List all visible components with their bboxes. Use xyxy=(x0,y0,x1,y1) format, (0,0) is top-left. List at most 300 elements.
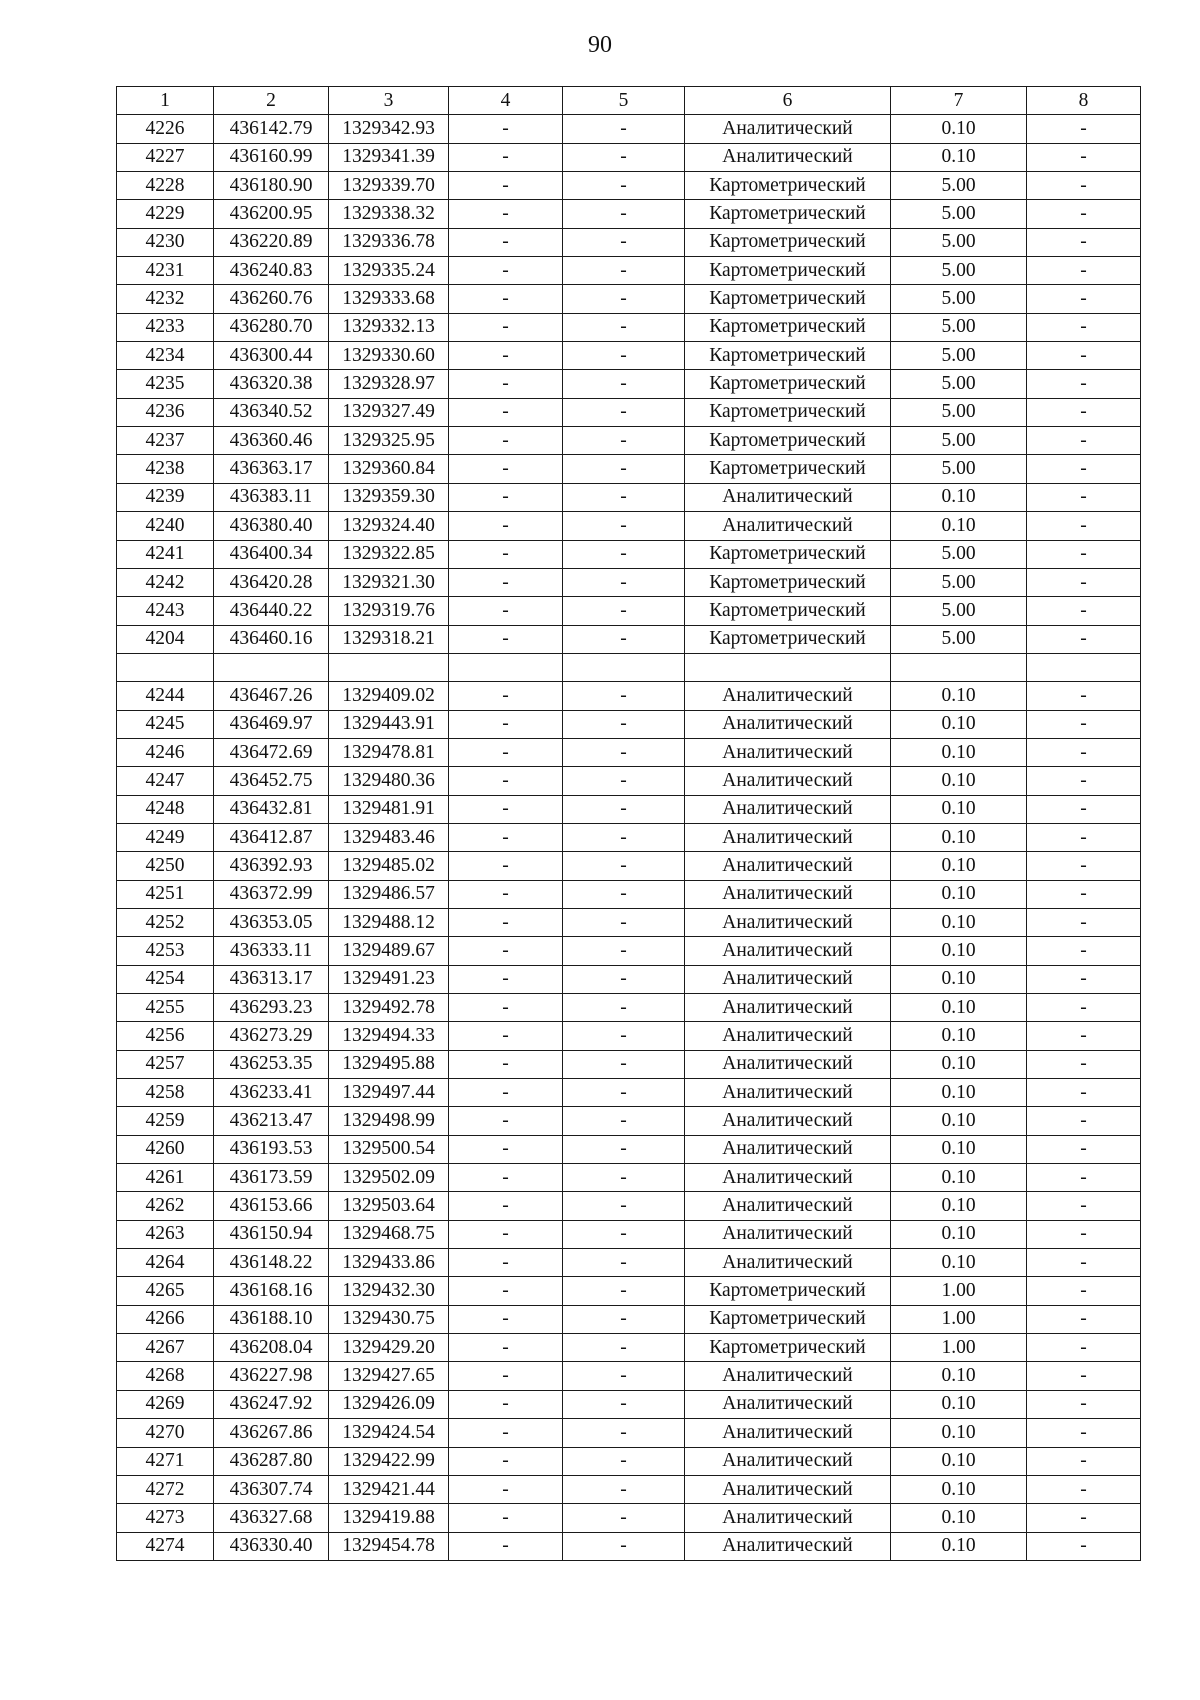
table-cell: - xyxy=(449,285,563,313)
table-cell: - xyxy=(449,738,563,766)
table-cell: 436208.04 xyxy=(214,1334,329,1362)
table-cell: - xyxy=(1027,1362,1141,1390)
table-cell: 0.10 xyxy=(891,1447,1027,1475)
table-cell: 4245 xyxy=(117,710,214,738)
table-cell: 4228 xyxy=(117,172,214,200)
table-cell: - xyxy=(1027,1504,1141,1532)
table-cell: 436287.80 xyxy=(214,1447,329,1475)
table-cell: Картометрический xyxy=(685,1277,891,1305)
table-cell: Картометрический xyxy=(685,540,891,568)
table-cell: - xyxy=(449,1135,563,1163)
table-cell: - xyxy=(563,455,685,483)
table-cell: - xyxy=(563,1107,685,1135)
table-cell: Аналитический xyxy=(685,682,891,710)
table-cell xyxy=(891,653,1027,681)
table-cell xyxy=(329,653,449,681)
table-cell: 1329338.32 xyxy=(329,200,449,228)
table-cell: - xyxy=(449,143,563,171)
table-cell: Аналитический xyxy=(685,1164,891,1192)
table-cell: - xyxy=(449,568,563,596)
table-cell: Картометрический xyxy=(685,285,891,313)
table-cell: - xyxy=(1027,1022,1141,1050)
table-cell: Аналитический xyxy=(685,483,891,511)
table-cell: 4265 xyxy=(117,1277,214,1305)
table-cell: 1329330.60 xyxy=(329,342,449,370)
table-cell: 0.10 xyxy=(891,1419,1027,1447)
table-row xyxy=(117,908,1141,936)
table-cell: - xyxy=(1027,1249,1141,1277)
table-cell: 4256 xyxy=(117,1022,214,1050)
table-cell: 1329485.02 xyxy=(329,852,449,880)
table-cell: Аналитический xyxy=(685,1050,891,1078)
table-cell: Аналитический xyxy=(685,1390,891,1418)
table-cell: 436363.17 xyxy=(214,455,329,483)
table-row xyxy=(117,1079,1141,1107)
table-cell: - xyxy=(1027,1419,1141,1447)
table-cell: 1329332.13 xyxy=(329,313,449,341)
table-cell: - xyxy=(563,1447,685,1475)
table-cell: - xyxy=(1027,1164,1141,1192)
table-cell: 5.00 xyxy=(891,625,1027,653)
table-cell: - xyxy=(1027,512,1141,540)
table-cell: Аналитический xyxy=(685,823,891,851)
table-cell: 436372.99 xyxy=(214,880,329,908)
table-cell: - xyxy=(449,540,563,568)
table-cell: - xyxy=(1027,455,1141,483)
table-cell: Картометрический xyxy=(685,200,891,228)
table-cell: - xyxy=(1027,1135,1141,1163)
table-row xyxy=(117,1249,1141,1277)
table-cell: 1329422.99 xyxy=(329,1447,449,1475)
table-cell: Картометрический xyxy=(685,257,891,285)
table-cell: 1329430.75 xyxy=(329,1305,449,1333)
table-cell: - xyxy=(563,1022,685,1050)
table-cell: 1329432.30 xyxy=(329,1277,449,1305)
table-row xyxy=(117,342,1141,370)
table-cell: Аналитический xyxy=(685,1504,891,1532)
table-cell: 436327.68 xyxy=(214,1504,329,1532)
table-cell: - xyxy=(449,115,563,143)
table-cell: - xyxy=(563,115,685,143)
table-cell: 1329494.33 xyxy=(329,1022,449,1050)
table-row xyxy=(117,880,1141,908)
table-cell: 436142.79 xyxy=(214,115,329,143)
table-cell: 436233.41 xyxy=(214,1079,329,1107)
table-cell: 4234 xyxy=(117,342,214,370)
table-cell: 4230 xyxy=(117,228,214,256)
table-cell: - xyxy=(449,1390,563,1418)
table-cell: - xyxy=(1027,200,1141,228)
table-cell: 1329424.54 xyxy=(329,1419,449,1447)
table-cell: 1329427.65 xyxy=(329,1362,449,1390)
table-cell: 1329454.78 xyxy=(329,1532,449,1560)
table-row xyxy=(117,143,1141,171)
table-cell: - xyxy=(563,1334,685,1362)
table-cell: 1329491.23 xyxy=(329,965,449,993)
table-row xyxy=(117,852,1141,880)
table-cell: - xyxy=(449,1249,563,1277)
table-cell: 436260.76 xyxy=(214,285,329,313)
table-cell: Аналитический xyxy=(685,1135,891,1163)
table-cell: 5.00 xyxy=(891,597,1027,625)
table-cell: 1.00 xyxy=(891,1305,1027,1333)
table-cell: - xyxy=(1027,625,1141,653)
table-row xyxy=(117,597,1141,625)
table-cell: 436213.47 xyxy=(214,1107,329,1135)
table-cell: 1329429.20 xyxy=(329,1334,449,1362)
table-cell: Картометрический xyxy=(685,625,891,653)
table-cell: - xyxy=(563,1305,685,1333)
table-cell: 436340.52 xyxy=(214,398,329,426)
table-row xyxy=(117,1107,1141,1135)
table-cell: 0.10 xyxy=(891,880,1027,908)
table-cell: 4272 xyxy=(117,1475,214,1503)
table-cell: 1329480.36 xyxy=(329,767,449,795)
table-cell: - xyxy=(1027,342,1141,370)
table-cell: - xyxy=(563,597,685,625)
table-cell: - xyxy=(449,1419,563,1447)
table-cell: 4239 xyxy=(117,483,214,511)
column-header: 2 xyxy=(214,87,329,115)
table-row xyxy=(117,1390,1141,1418)
table-cell: 5.00 xyxy=(891,540,1027,568)
table-cell: - xyxy=(449,597,563,625)
table-cell: Картометрический xyxy=(685,342,891,370)
table-cell: 1329433.86 xyxy=(329,1249,449,1277)
table-cell: - xyxy=(1027,1305,1141,1333)
table-cell: - xyxy=(1027,483,1141,511)
table-cell: - xyxy=(563,710,685,738)
table-cell: 4244 xyxy=(117,682,214,710)
table-cell: - xyxy=(563,228,685,256)
table-cell: 4273 xyxy=(117,1504,214,1532)
table-cell: - xyxy=(449,1107,563,1135)
table-cell: - xyxy=(563,1504,685,1532)
table-cell: - xyxy=(1027,313,1141,341)
table-cell: Картометрический xyxy=(685,1305,891,1333)
table-cell: 436247.92 xyxy=(214,1390,329,1418)
table-cell: 5.00 xyxy=(891,370,1027,398)
table-cell: - xyxy=(449,1504,563,1532)
table-cell: 436153.66 xyxy=(214,1192,329,1220)
table-cell: 436472.69 xyxy=(214,738,329,766)
table-cell: Аналитический xyxy=(685,115,891,143)
table-cell: 0.10 xyxy=(891,852,1027,880)
table-cell: - xyxy=(449,1220,563,1248)
table-cell: 4232 xyxy=(117,285,214,313)
table-cell: - xyxy=(449,455,563,483)
table-cell xyxy=(449,653,563,681)
table-cell: 1.00 xyxy=(891,1334,1027,1362)
table-cell: Аналитический xyxy=(685,795,891,823)
table-cell: 436383.11 xyxy=(214,483,329,511)
table-row xyxy=(117,937,1141,965)
table-row xyxy=(117,370,1141,398)
table-cell: 1329488.12 xyxy=(329,908,449,936)
header-row xyxy=(117,87,1141,115)
table-cell: 436320.38 xyxy=(214,370,329,398)
table-cell: 4252 xyxy=(117,908,214,936)
table-cell: - xyxy=(563,370,685,398)
table-cell: Аналитический xyxy=(685,1362,891,1390)
table-cell: 5.00 xyxy=(891,568,1027,596)
table-cell: Аналитический xyxy=(685,994,891,1022)
table-cell: - xyxy=(1027,172,1141,200)
table-cell: 1329483.46 xyxy=(329,823,449,851)
table-cell: 1329497.44 xyxy=(329,1079,449,1107)
table-cell: - xyxy=(1027,1532,1141,1560)
table-cell: 0.10 xyxy=(891,738,1027,766)
table-cell: 1329443.91 xyxy=(329,710,449,738)
table-cell: 1329478.81 xyxy=(329,738,449,766)
table-cell: 0.10 xyxy=(891,1504,1027,1532)
table-row xyxy=(117,738,1141,766)
column-header: 7 xyxy=(891,87,1027,115)
table-cell: - xyxy=(563,1390,685,1418)
table-cell: 4264 xyxy=(117,1249,214,1277)
table-cell: - xyxy=(1027,285,1141,313)
table-cell: 5.00 xyxy=(891,172,1027,200)
table-cell: 4235 xyxy=(117,370,214,398)
table-row xyxy=(117,625,1141,653)
table-cell: - xyxy=(563,965,685,993)
table-cell: 5.00 xyxy=(891,200,1027,228)
table-cell: 4227 xyxy=(117,143,214,171)
table-cell: 1329468.75 xyxy=(329,1220,449,1248)
table-cell: 0.10 xyxy=(891,1192,1027,1220)
table-cell: 1329319.76 xyxy=(329,597,449,625)
table-cell: - xyxy=(563,342,685,370)
table-cell: 4204 xyxy=(117,625,214,653)
table-cell: - xyxy=(449,172,563,200)
table-cell: 1329333.68 xyxy=(329,285,449,313)
table-cell: 0.10 xyxy=(891,1390,1027,1418)
table-cell: - xyxy=(449,852,563,880)
table-cell: 4271 xyxy=(117,1447,214,1475)
table-row xyxy=(117,427,1141,455)
table-cell: 5.00 xyxy=(891,313,1027,341)
table-cell: 5.00 xyxy=(891,228,1027,256)
table-cell: - xyxy=(1027,1192,1141,1220)
table-cell: - xyxy=(1027,1107,1141,1135)
table-row xyxy=(117,1334,1141,1362)
table-cell: Картометрический xyxy=(685,427,891,455)
table-cell: - xyxy=(563,880,685,908)
table-cell: 436293.23 xyxy=(214,994,329,1022)
table-cell: 1329500.54 xyxy=(329,1135,449,1163)
table-row xyxy=(117,1022,1141,1050)
table-cell: - xyxy=(563,313,685,341)
table-cell: Аналитический xyxy=(685,767,891,795)
table-cell: Аналитический xyxy=(685,738,891,766)
table-row xyxy=(117,994,1141,1022)
table-cell: 4247 xyxy=(117,767,214,795)
table-cell: 1329321.30 xyxy=(329,568,449,596)
table-cell: - xyxy=(1027,143,1141,171)
table-cell: 4248 xyxy=(117,795,214,823)
table-cell: 4260 xyxy=(117,1135,214,1163)
table-cell: - xyxy=(449,200,563,228)
table-cell: - xyxy=(1027,1050,1141,1078)
table-cell: 4268 xyxy=(117,1362,214,1390)
table-cell: - xyxy=(449,1022,563,1050)
table-cell: 0.10 xyxy=(891,1532,1027,1560)
table-cell: 4241 xyxy=(117,540,214,568)
table-row xyxy=(117,1164,1141,1192)
table-cell: 1329342.93 xyxy=(329,115,449,143)
table-cell: 4259 xyxy=(117,1107,214,1135)
table-cell: 1329409.02 xyxy=(329,682,449,710)
table-cell: Аналитический xyxy=(685,880,891,908)
table-cell: - xyxy=(449,908,563,936)
table-cell: - xyxy=(563,1419,685,1447)
table-cell: Аналитический xyxy=(685,1079,891,1107)
table-cell: - xyxy=(1027,540,1141,568)
table-cell: - xyxy=(563,1532,685,1560)
table-cell: 0.10 xyxy=(891,143,1027,171)
table-cell: - xyxy=(563,512,685,540)
table-cell: - xyxy=(449,795,563,823)
table-cell: - xyxy=(449,965,563,993)
table-cell: - xyxy=(449,1475,563,1503)
table-cell: 4242 xyxy=(117,568,214,596)
table-cell: - xyxy=(563,937,685,965)
table-cell: 0.10 xyxy=(891,710,1027,738)
table-cell: Аналитический xyxy=(685,1475,891,1503)
table-cell: 5.00 xyxy=(891,427,1027,455)
table-cell: 4243 xyxy=(117,597,214,625)
table-row xyxy=(117,682,1141,710)
table-cell: 4231 xyxy=(117,257,214,285)
table-row xyxy=(117,455,1141,483)
table-cell: - xyxy=(1027,908,1141,936)
table-cell: 5.00 xyxy=(891,342,1027,370)
table-cell: 1329360.84 xyxy=(329,455,449,483)
table-cell: - xyxy=(449,1447,563,1475)
table-cell: 1329503.64 xyxy=(329,1192,449,1220)
table-cell: - xyxy=(449,1362,563,1390)
table-cell: 1329502.09 xyxy=(329,1164,449,1192)
table-cell: - xyxy=(563,1249,685,1277)
table-cell: 4255 xyxy=(117,994,214,1022)
table-cell xyxy=(1027,653,1141,681)
table-cell: - xyxy=(449,228,563,256)
table-row xyxy=(117,257,1141,285)
table-cell: Аналитический xyxy=(685,512,891,540)
table-cell: 0.10 xyxy=(891,1164,1027,1192)
table-cell: 4238 xyxy=(117,455,214,483)
table-cell: - xyxy=(1027,115,1141,143)
table-cell: - xyxy=(1027,1334,1141,1362)
table-row xyxy=(117,285,1141,313)
table-cell: - xyxy=(449,1277,563,1305)
table-cell: - xyxy=(449,1334,563,1362)
table-cell: 0.10 xyxy=(891,767,1027,795)
table-cell: - xyxy=(563,767,685,795)
table-cell: - xyxy=(563,540,685,568)
table-cell: 436280.70 xyxy=(214,313,329,341)
table-cell: Аналитический xyxy=(685,1532,891,1560)
table-cell: - xyxy=(1027,228,1141,256)
table-cell: 5.00 xyxy=(891,455,1027,483)
table-cell: Аналитический xyxy=(685,1419,891,1447)
table-cell: 0.10 xyxy=(891,483,1027,511)
table-cell: - xyxy=(449,937,563,965)
table-cell: 436432.81 xyxy=(214,795,329,823)
table-row xyxy=(117,1504,1141,1532)
table-cell: 1329325.95 xyxy=(329,427,449,455)
table-cell: - xyxy=(563,427,685,455)
table-cell: - xyxy=(1027,568,1141,596)
table-cell: 436267.86 xyxy=(214,1419,329,1447)
table-cell: - xyxy=(1027,937,1141,965)
table-row xyxy=(117,1475,1141,1503)
table-cell: 436360.46 xyxy=(214,427,329,455)
table-cell: 4263 xyxy=(117,1220,214,1248)
table-cell: - xyxy=(563,682,685,710)
table-cell: - xyxy=(563,994,685,1022)
table-cell: - xyxy=(1027,994,1141,1022)
table-cell: 0.10 xyxy=(891,908,1027,936)
table-cell: 436400.34 xyxy=(214,540,329,568)
table-cell: Аналитический xyxy=(685,1447,891,1475)
table-cell: - xyxy=(1027,1475,1141,1503)
table-cell: 0.10 xyxy=(891,1135,1027,1163)
table-row xyxy=(117,767,1141,795)
column-header: 4 xyxy=(449,87,563,115)
table-cell: 5.00 xyxy=(891,398,1027,426)
table-cell: 436353.05 xyxy=(214,908,329,936)
table-cell: 436469.97 xyxy=(214,710,329,738)
table-cell: 1329419.88 xyxy=(329,1504,449,1532)
table-row xyxy=(117,653,1141,681)
table-cell: 1329481.91 xyxy=(329,795,449,823)
table-cell: 4233 xyxy=(117,313,214,341)
table-row xyxy=(117,313,1141,341)
table-cell: - xyxy=(563,483,685,511)
table-cell: 4270 xyxy=(117,1419,214,1447)
table-cell: 4266 xyxy=(117,1305,214,1333)
table-cell: 436188.10 xyxy=(214,1305,329,1333)
table-cell: 0.10 xyxy=(891,1220,1027,1248)
table-cell: 436227.98 xyxy=(214,1362,329,1390)
table-cell: 436460.16 xyxy=(214,625,329,653)
table-row xyxy=(117,1305,1141,1333)
table-cell: Картометрический xyxy=(685,455,891,483)
table-row xyxy=(117,568,1141,596)
table-cell: 0.10 xyxy=(891,823,1027,851)
table-cell: 1329335.24 xyxy=(329,257,449,285)
table-cell: - xyxy=(563,1192,685,1220)
table-cell: - xyxy=(1027,852,1141,880)
table-cell: 4237 xyxy=(117,427,214,455)
table-cell: - xyxy=(1027,597,1141,625)
table-cell: 4269 xyxy=(117,1390,214,1418)
table-cell: 4274 xyxy=(117,1532,214,1560)
table-cell: - xyxy=(563,200,685,228)
table-cell: - xyxy=(449,767,563,795)
table-cell: - xyxy=(449,398,563,426)
table-cell: 4246 xyxy=(117,738,214,766)
table-cell: - xyxy=(449,1305,563,1333)
coordinates-table xyxy=(116,86,1141,1561)
table-row xyxy=(117,795,1141,823)
table-cell: 0.10 xyxy=(891,1107,1027,1135)
table-cell: 1329426.09 xyxy=(329,1390,449,1418)
table-cell: 1329322.85 xyxy=(329,540,449,568)
table-cell: - xyxy=(449,342,563,370)
table-row xyxy=(117,540,1141,568)
